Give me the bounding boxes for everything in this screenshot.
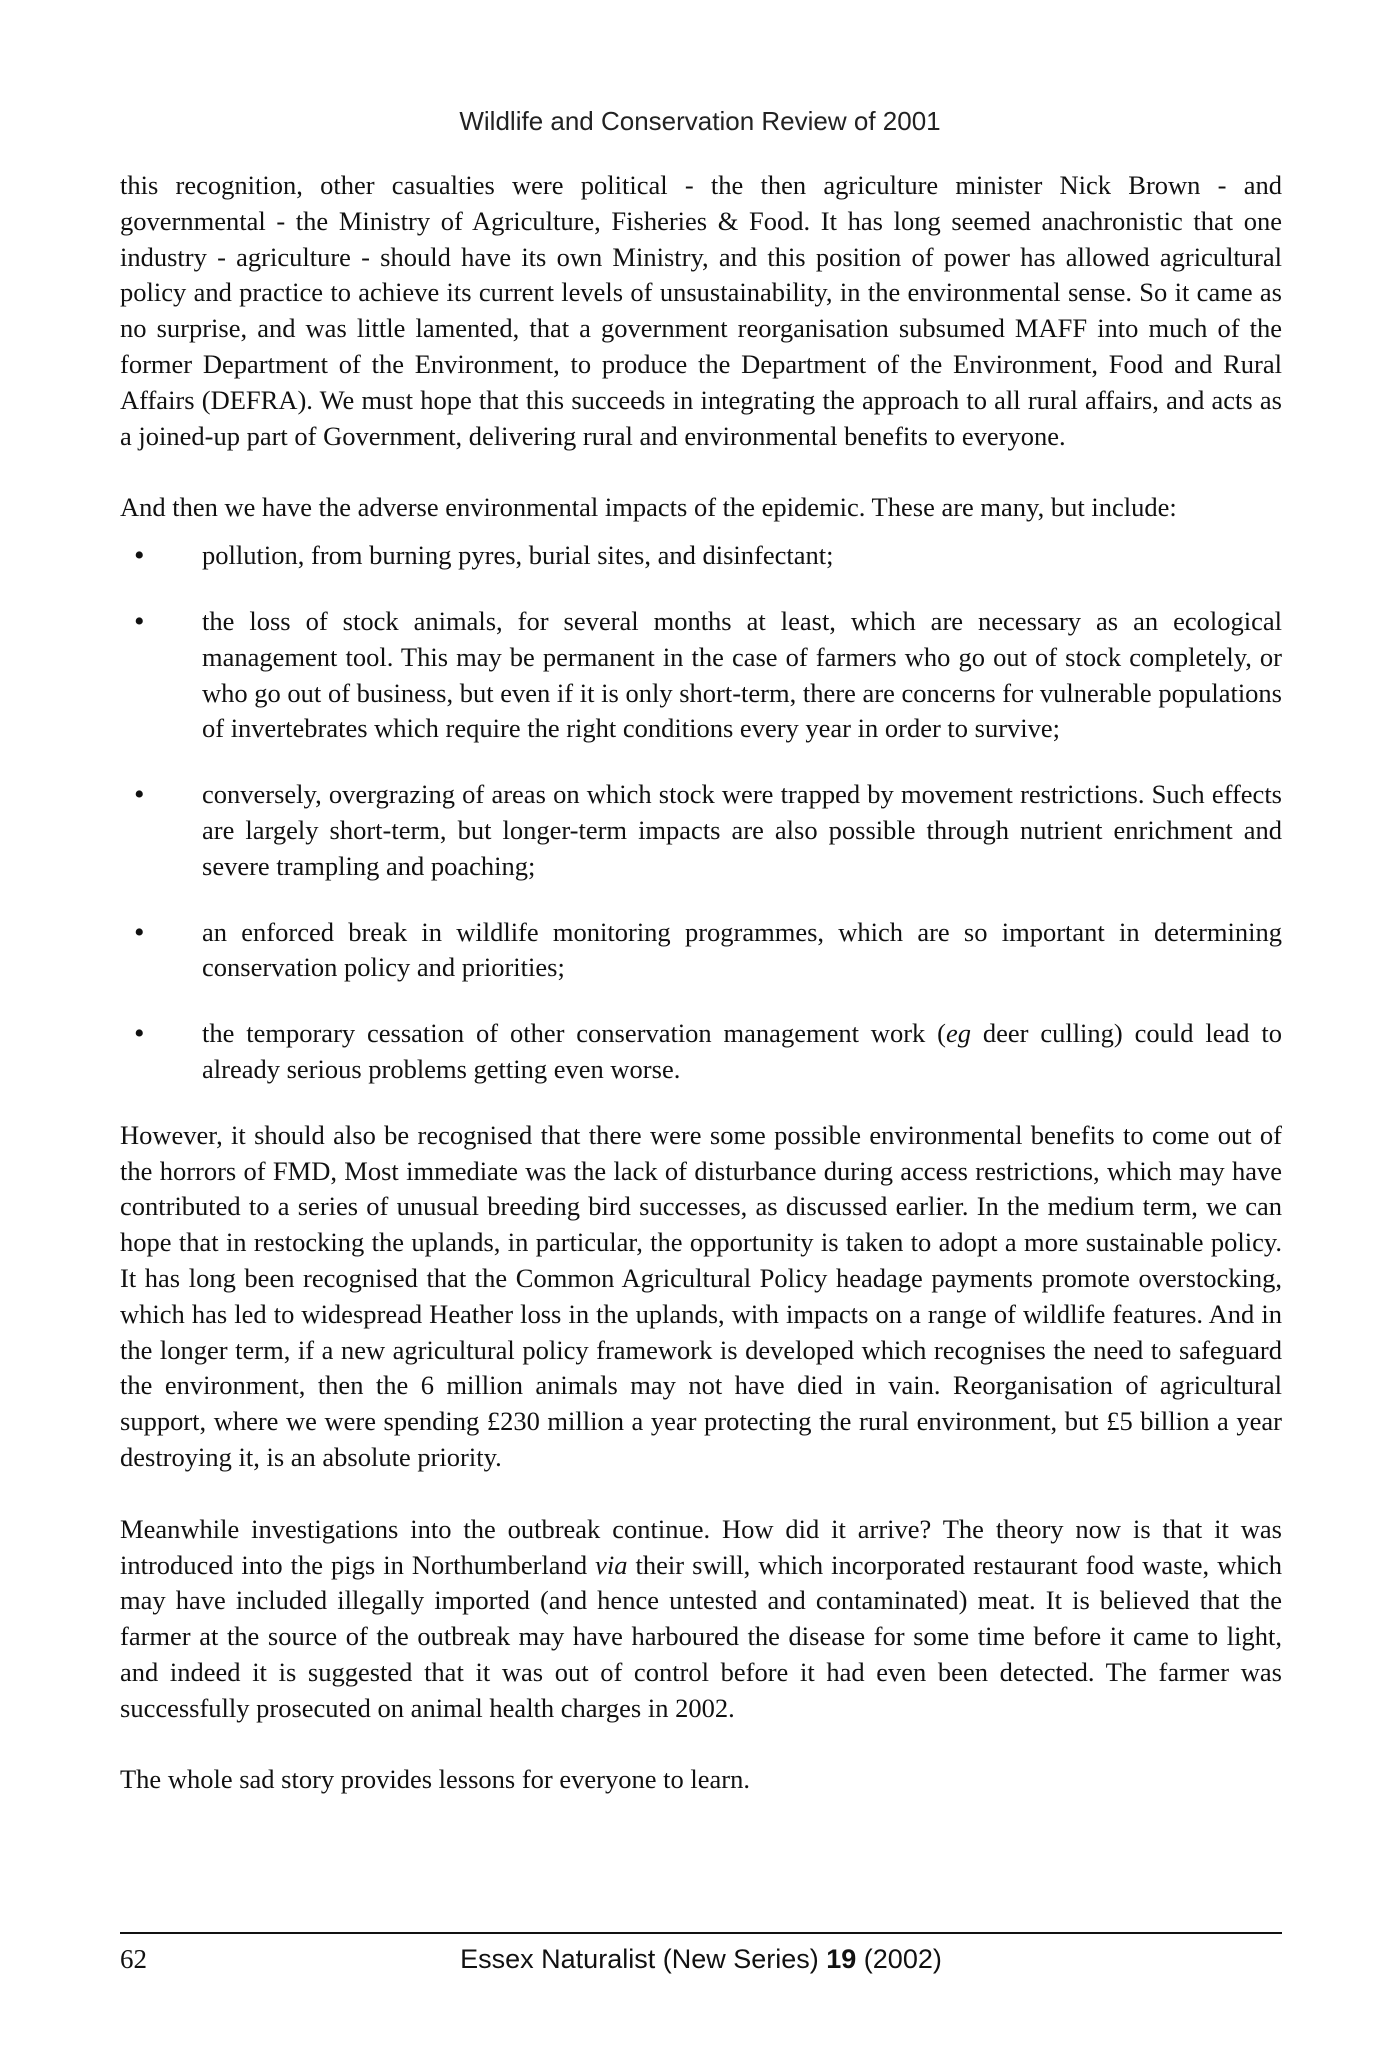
list-item-text: an enforced break in wildlife monitoring programmes, which are so important in determining conservation policy and priorities; [202, 916, 1282, 983]
list-item-text: pollution, from burning pyres, burial sites, and disinfectant; [202, 540, 834, 571]
bullet-icon: • [134, 604, 145, 638]
italic-term: via [595, 1549, 628, 1580]
body-text [120, 168, 1282, 1798]
list-item [120, 538, 1282, 574]
page-footer [120, 1944, 1282, 1984]
journal-volume: 19 [826, 1944, 857, 1974]
list-item-text [202, 1018, 1282, 1084]
list-item [120, 915, 1282, 987]
journal-citation [120, 1944, 1282, 1975]
journal-name: Essex Naturalist (New Series) [460, 1944, 827, 1974]
paragraph-conclusion: The whole sad story provides lessons for everyone to learn. [120, 1764, 750, 1795]
list-item [120, 777, 1282, 884]
list-item-text: the loss of stock animals, for several months at least, which are necessary as an ecological management tool. This may be permanent in the case of farmers who go out of stock completely, or who go out of business, but even if it is only short-term, there are concerns for vulnerable populations of invertebrates which require the right conditions every year in order to survive; [202, 605, 1282, 744]
text-run: their swill, which incorporated restaurant food waste, which may have included illegally imported (and hence untested and contaminated) meat. It is believed that the farmer at the source of the outbreak may have harboured the disease for some time before it came to light, and indeed it is suggested that it was out of control before it had even been detected. The farmer was successfully prosecuted on animal health charges in 2002. [120, 1549, 1282, 1723]
bullet-icon: • [134, 1017, 145, 1051]
list-item [120, 604, 1282, 747]
paragraph-investigations [120, 1512, 1282, 1727]
page-number: 62 [120, 1944, 147, 1974]
bullet-icon: • [134, 778, 145, 812]
italic-term: eg [945, 1018, 971, 1049]
text-run: the temporary cessation of other conservation management work ( [202, 1018, 946, 1049]
impacts-list [120, 538, 1282, 1088]
bullet-icon: • [134, 915, 145, 949]
running-header: Wildlife and Conservation Review of 2001 [459, 106, 941, 136]
text-run: deer culling) could lead to already serious problems getting even worse. [202, 1018, 1282, 1084]
text-run: Meanwhile investigations into the outbreak continue. How did it arrive? The theory now is that it was introduced into the pigs in Northumberland [120, 1513, 1282, 1580]
paragraph-defra: this recognition, other casualties were political - the then agriculture minister Nick Brown - and governmental - the Ministry of Agriculture, Fisheries & Food. It has long seemed anachronistic that one industry - agriculture - should have its own Ministry, and this position of power has allowed agricultural policy and practice to achieve its current levels of unsustainability, in the environmental sense. So it came as no surprise, and was little lamented, that a government reorganisation subsumed MAFF into much of the former Department of the Environment, to produce the Department of the Environment, Food and Rural Affairs (DEFRA). We must hope that this succeeds in integrating the approach to all rural affairs, and acts as a joined-up part of Government, delivering rural and environmental benefits to everyone. [120, 170, 1282, 451]
paragraph-benefits: However, it should also be recognised that there were some possible environmental benefits to come out of the horrors of FMD, Most immediate was the lack of disturbance during access restrictions, which may have contributed to a series of unusual breeding bird successes, as discussed earlier. In the medium term, we can hope that in restocking the uplands, in particular, the opportunity is taken to adopt a more sustainable policy. It has long been recognised that the Common Agricultural Policy headage payments promote overstocking, which has led to widespread Heather loss in the uplands, with impacts on a range of wildlife features. And in the longer term, if a new agricultural policy framework is developed which recognises the need to safeguard the environment, then the 6 million animals may not have died in vain. Reorganisation of agricultural support, where we were spending £230 million a year protecting the rural environment, but £5 billion a year destroying it, is an absolute priority. [120, 1119, 1282, 1472]
journal-year: (2002) [856, 1944, 942, 1974]
list-item-text: conversely, overgrazing of areas on which stock were trapped by movement restrictions. Such effects are largely short-term, but longer-term impacts are also possible through nutrient enrichment and severe trampling and poaching; [202, 779, 1282, 881]
bullet-icon: • [134, 539, 145, 573]
paragraph-impacts-intro: And then we have the adverse environmental impacts of the epidemic. These are many, but include: [120, 492, 1177, 523]
footer-divider [120, 1932, 1282, 1934]
list-item [120, 1016, 1282, 1088]
